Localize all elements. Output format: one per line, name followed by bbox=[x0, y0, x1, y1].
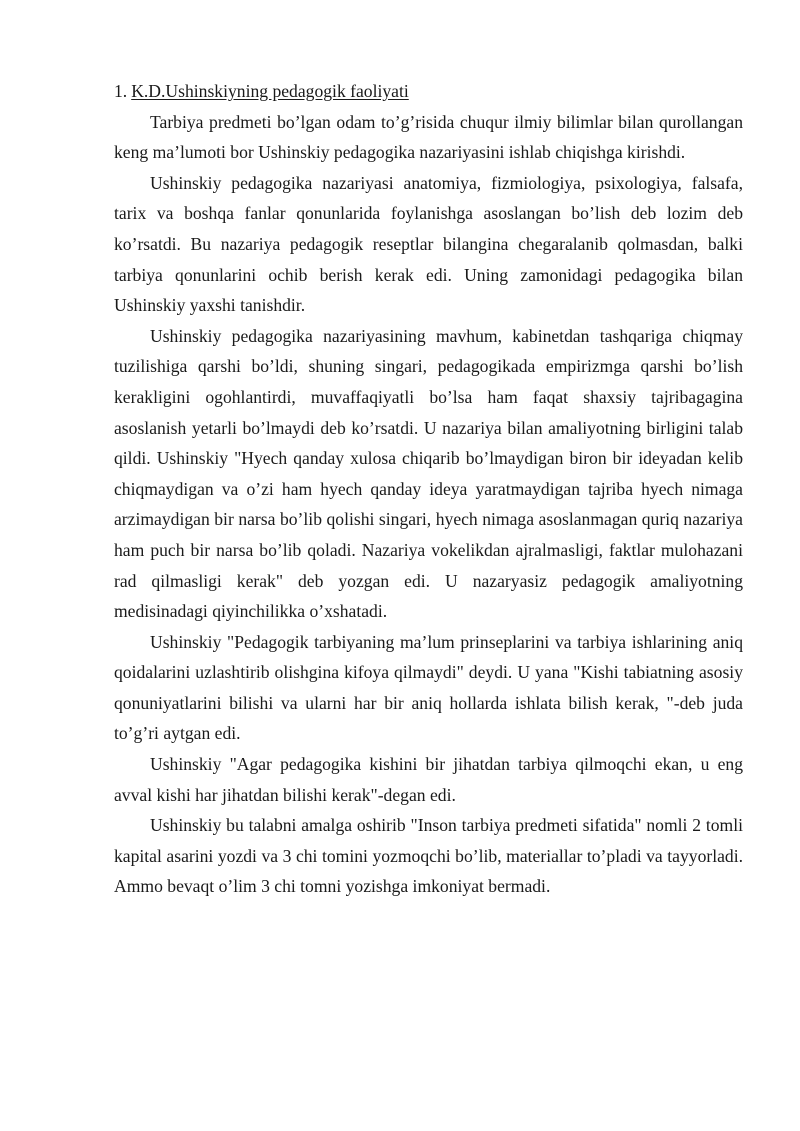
section-heading bbox=[114, 76, 743, 107]
paragraph-2: Ushinskiy pedagogika nazariyasi anatomiya, fizmiologiya, psixologiya, falsafa, tarix va boshqa fanlar qonunlarida foylanishga asoslangan bo’lish deb lozim deb ko’rsatdi. Bu nazariya pedagogik reseptlar bilangina chegaralanib qolmasdan, balki tarbiya qonunlarini ochib berish kerak edi. Uning zamonidagi pedagogika bilan Ushinskiy yaxshi tanishdir. bbox=[114, 172, 743, 316]
section-number: 1. bbox=[114, 81, 128, 101]
paragraph-3: Ushinskiy pedagogika nazariyasining mavhum, kabinetdan tashqariga chiqmay tuzilishiga qarshi bo’ldi, shuning singari, pedagogikada empirizmga qarshi bo’lish kerakligini ogohlantirdi, muvaffaqiyatli bo’lsa ham faqat shaxsiy tajribagagina asoslanish yetarli bo’lmaydi deb ko’rsatdi. U nazariya bilan amaliyotning birligini talab qildi. Ushinskiy "Hyech qanday xulosa chiqarib bo’lmaydigan biron bir ideyadan kelib chiqmaydigan va o’zi ham hyech qanday ideya yaratmaydigan tajriba hyech nimaga arzimaydigan bir narsa bo’lib qolishi singari, hyech nimaga asoslanmagan quriq nazariya ham puch bir narsa bo’lib qoladi. Nazariya vokelikdan ajralmasligi, faktlar mulohazani rad qilmasligi kerak" deb yozgan edi. U nazaryasiz pedagogik amaliyotning medisinadagi qiyinchilikka o’xshatadi. bbox=[114, 325, 743, 622]
paragraph-6: Ushinskiy bu talabni amalga oshirib "Inson tarbiya predmeti sifatida" nomli 2 tomli kapital asarini yozdi va 3 chi tomini yozmoqchi bo’lib, materiallar to’pladi va tayyorladi. Ammo bevaqt o’lim 3 chi tomni yozishga imkoniyat bermadi. bbox=[114, 815, 743, 897]
paragraph-1: Tarbiya predmeti bo’lgan odam to’g’risida chuqur ilmiy bilimlar bilan qurollangan keng ma’lumoti bor Ushinskiy pedagogika nazariyasini ishlab chiqishga kirishdi. bbox=[114, 111, 743, 163]
paragraph-5: Ushinskiy "Agar pedagogika kishini bir jihatdan tarbiya qilmoqchi ekan, u eng avval kishi har jihatdan bilishi kerak"-degan edi. bbox=[114, 754, 743, 805]
paragraph-4: Ushinskiy "Pedagogik tarbiyaning ma’lum prinseplarini va tarbiya ishlarining aniq qoidalarini uzlashtirib olishgina kifoya qilmaydi" deydi. U yana "Kishi tabiatning asosiy qonuniyatlarini bilishi va ularni har bir aniq hollarda ishlata bilish kerak, "-deb juda to’g’ri aytgan edi. bbox=[114, 631, 743, 744]
document-body bbox=[114, 76, 743, 902]
section-title: K.D.Ushinskiyning pedagogik faoliyati bbox=[131, 81, 409, 101]
